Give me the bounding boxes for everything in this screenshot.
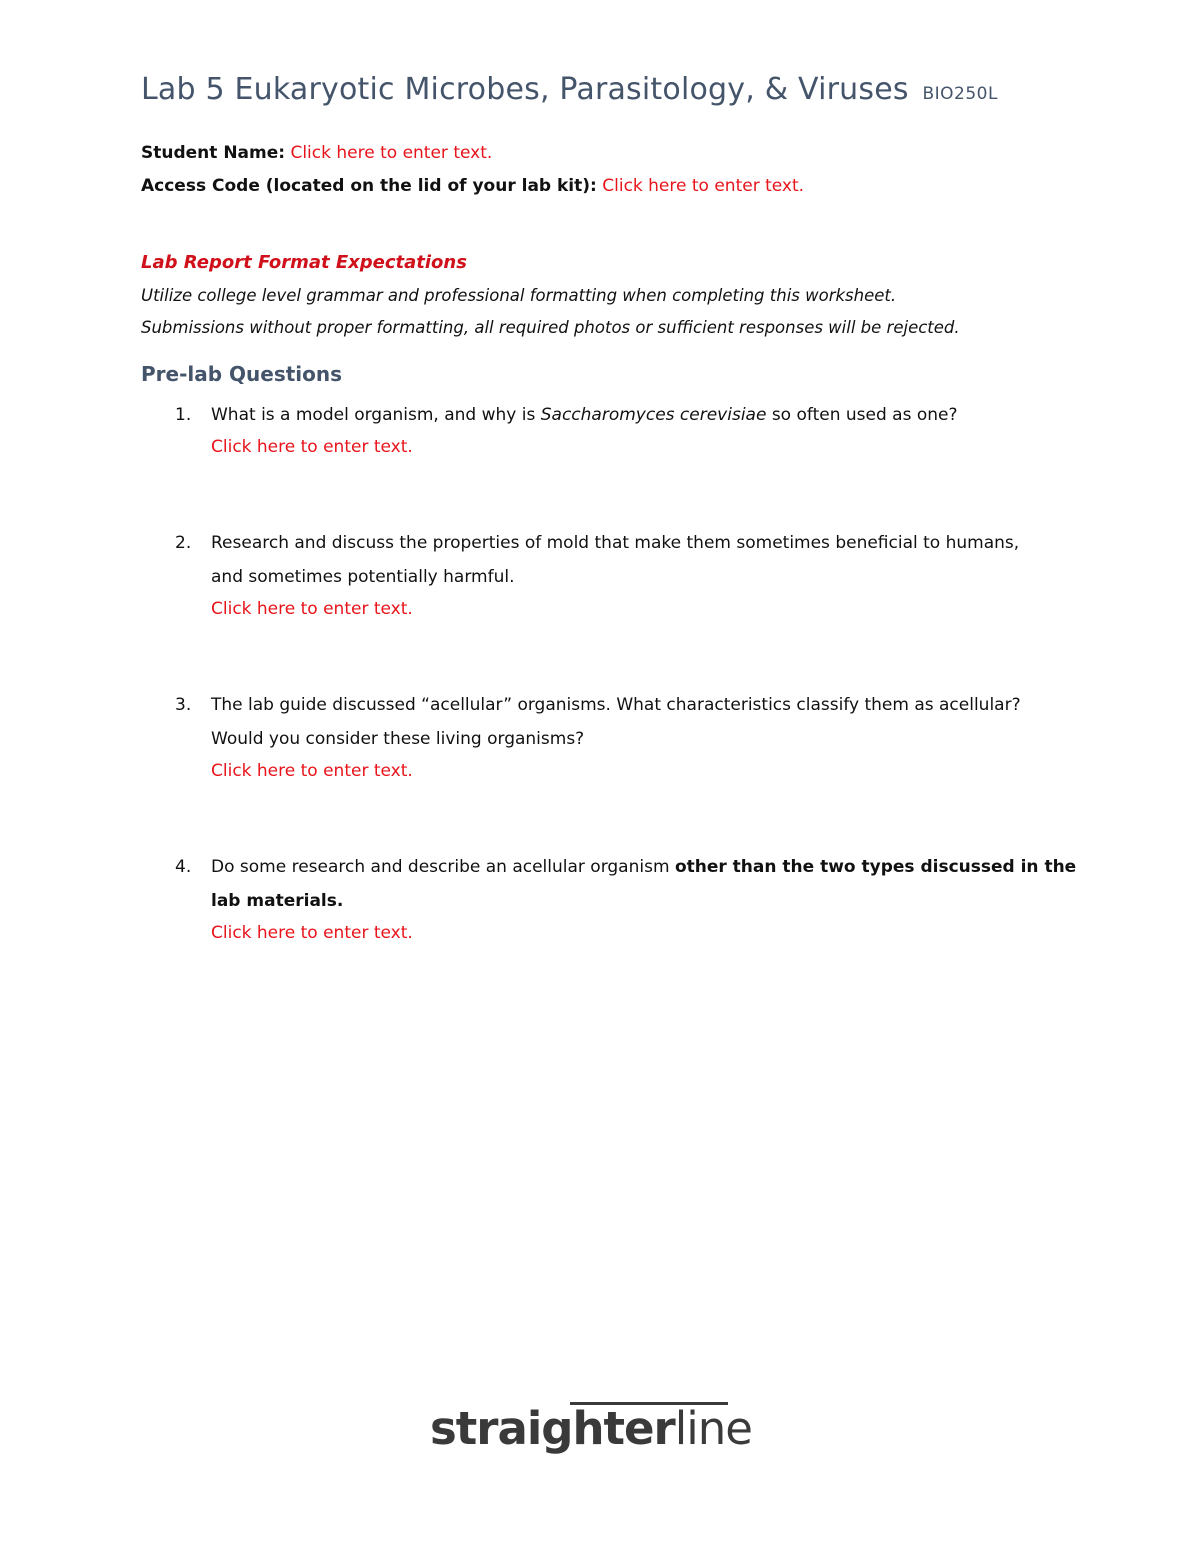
question-2-line-2: and sometimes potentially harmful. <box>211 567 515 587</box>
question-1-part1: What is a model organism, and why is <box>211 405 541 425</box>
question-4-line-2 <box>211 891 343 911</box>
question-4-plain: Do some research and describe an acellular organism <box>211 857 675 877</box>
prelab-heading: Pre-lab Questions <box>141 362 343 386</box>
question-3-line-1: The lab guide discussed “acellular” organisms. What characteristics classify them as acellular? <box>211 695 1021 715</box>
access-code-input[interactable]: Click here to enter text. <box>602 176 805 196</box>
question-3-line-2: Would you consider these living organisms? <box>211 729 585 749</box>
logo-wordmark <box>430 1402 752 1455</box>
student-name-label: Student Name: <box>141 143 286 163</box>
straighterline-logo <box>430 1400 760 1470</box>
question-4-emphasis: other than the two types discussed in the <box>674 857 1077 877</box>
question-4-answer-input[interactable]: Click here to enter text. <box>211 923 413 943</box>
logo-text-light: line <box>674 1402 752 1455</box>
access-code-row <box>141 176 804 196</box>
title-text: Lab 5 Eukaryotic Microbes, Parasitology, & Viruses <box>141 72 909 107</box>
question-4-line-1 <box>211 857 1076 877</box>
student-name-input[interactable]: Click here to enter text. <box>290 143 493 163</box>
expectations-heading: Lab Report Format Expectations <box>141 252 467 273</box>
expectations-line-2: Submissions without proper formatting, all required photos or sufficient responses will be rejected. <box>141 318 960 337</box>
access-code-label: Access Code (located on the lid of your lab kit): <box>141 176 597 196</box>
page-title <box>141 72 998 107</box>
question-4-number: 4. <box>175 857 192 877</box>
question-1-text <box>211 405 958 425</box>
question-2-number: 2. <box>175 533 192 553</box>
expectations-line-1: Utilize college level grammar and professional formatting when completing this worksheet. <box>141 286 897 305</box>
logo-text-bold: straighter <box>430 1402 675 1455</box>
question-1-part2: so often used as one? <box>766 405 958 425</box>
question-2-answer-input[interactable]: Click here to enter text. <box>211 599 413 619</box>
course-code: BIO250L <box>922 84 998 104</box>
question-2-line-1: Research and discuss the properties of mold that make them sometimes beneficial to humans, <box>211 533 1020 553</box>
question-3-number: 3. <box>175 695 192 715</box>
question-1-number: 1. <box>175 405 192 425</box>
question-4-emphasis-2: lab materials. <box>211 891 344 911</box>
question-3-answer-input[interactable]: Click here to enter text. <box>211 761 413 781</box>
question-1-answer-input[interactable]: Click here to enter text. <box>211 437 413 457</box>
question-1-species: Saccharomyces cerevisiae <box>540 405 767 425</box>
student-name-row <box>141 143 492 163</box>
